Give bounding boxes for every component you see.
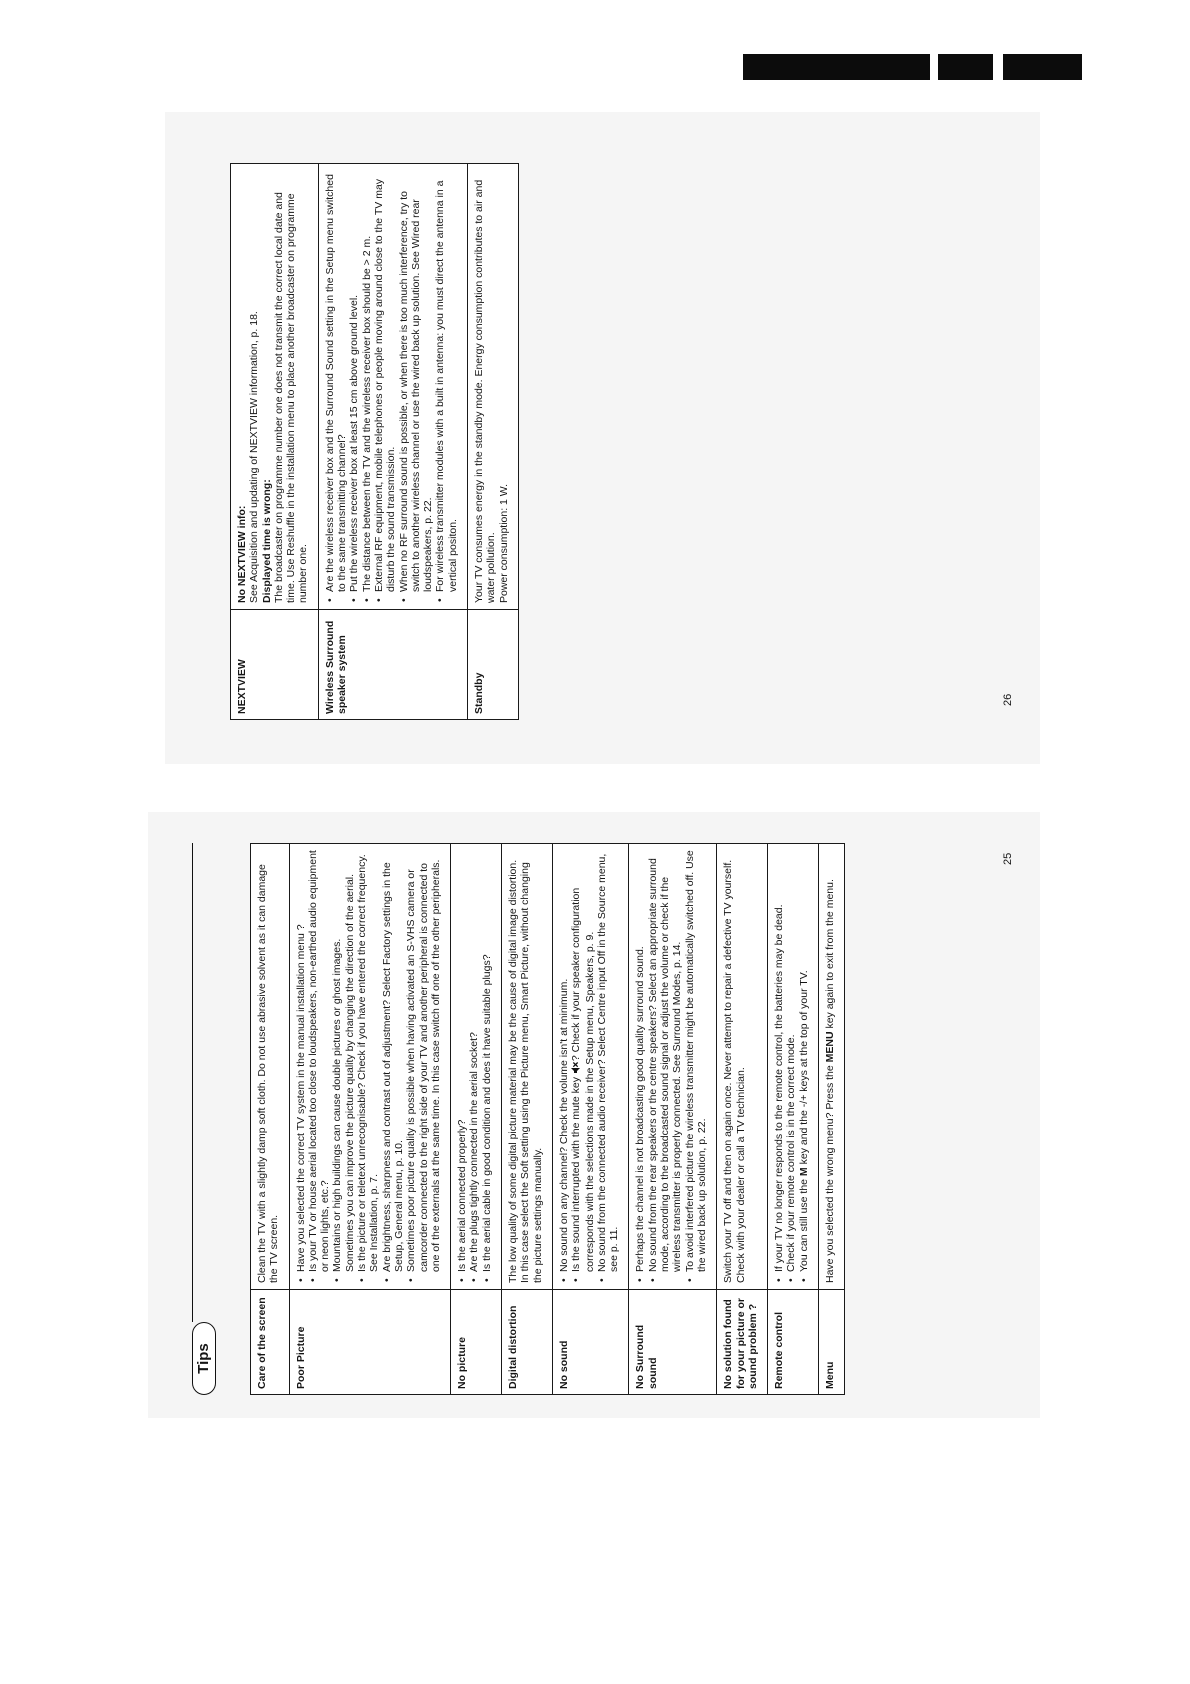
bullet-item: • To avoid interfered picture the wireless transmitter might be automatically switched off. Use the wired back up solution, p. 22. — [684, 849, 709, 1283]
row-heading: Displayed time is wrong: — [260, 479, 273, 603]
table-row — [716, 844, 767, 1394]
row-text: The broadcaster on programme number one does not transmit the correct local date and time. Use Reshuffle in the installation menu to place another broadcaster on programme number one. — [272, 192, 310, 603]
row-text: Have you selected the wrong menu? Press the — [823, 1062, 836, 1283]
bullet-item: • Is your TV or house aerial located too close to loudspeakers, non-earthed audio equipment or neon lights, etc.? — [307, 849, 332, 1283]
row-content — [768, 844, 818, 1289]
row-label: No solution found for your picture or sound problem ? — [717, 1289, 767, 1394]
header-bar — [743, 54, 930, 80]
bullet-item: • Check if your remote control is in the correct mode. — [785, 849, 797, 1283]
bullet-text: You can still use the — [797, 1176, 810, 1272]
page-26 — [180, 130, 1030, 750]
bullet-item: • No sound on any channel? Check the volume isn't at minimum. — [558, 849, 570, 1283]
row-heading: No NEXTVIEW info: — [236, 505, 248, 603]
bullet-item: • The distance between the TV and the wireless receiver box should be > 2 m. — [361, 169, 373, 603]
page-number: 25 — [1002, 852, 1014, 865]
bullet-item — [798, 849, 810, 1283]
row-content — [629, 844, 716, 1289]
row-label: Standby — [468, 609, 518, 719]
row-label: No Surround sound — [629, 1289, 716, 1394]
bullet-item: • Are the wireless receiver box and the Surround Sound setting in the Setup menu switched to the same transmitting channel? — [324, 169, 349, 603]
row-text: Clean the TV with a slightly damp soft cloth. Do not use abrasive solvent as it can damage the TV screen. — [256, 864, 281, 1283]
header-rule — [192, 843, 193, 1322]
table-row — [318, 164, 467, 719]
row-text: Switch your TV off and then on again once. Never attempt to repair a defective TV yourself. Check with your dealer or call a TV technician. — [722, 859, 747, 1283]
row-text: The low quality of some digital picture material may be the cause of digital image distortion. In this case select the Soft setting using the Picture menu, Smart Picture, without changing the picture settings manually. — [507, 859, 544, 1283]
tips-table — [250, 843, 845, 1395]
bullet-item: • Mountains or high buildings can cause double pictures or ghost images. Sometimes you can improve the picture quality by changing the direction of the aerial. — [331, 849, 356, 1283]
table-row — [467, 164, 518, 719]
row-label: Wireless Surround speaker system — [319, 609, 467, 719]
row-text: key again to exit from the menu. — [823, 879, 836, 1032]
row-content — [553, 844, 628, 1289]
table-row — [552, 844, 628, 1394]
bullet-item — [570, 849, 596, 1283]
bullet-item: • Sometimes poor picture quality is possible when having activated an S-VHS camera or camcorder connected to the right side of your TV and another peripheral is connected to one of the externals at the same time. In this case switch off one of the other peripherals. — [405, 849, 442, 1283]
bullet-list — [324, 169, 459, 603]
bullet-item: • Is the aerial cable in good condition and does it have suitable plugs? — [481, 849, 493, 1283]
table-row — [628, 844, 716, 1394]
bullet-item: • Are the plugs tightly connected in the aerial socket? — [468, 849, 480, 1283]
bullet-item: • Put the wireless receiver box at least 15 cm above ground level. — [348, 169, 360, 603]
bullet-item: • If your TV no longer responds to the remote control, the batteries may be dead. — [773, 849, 785, 1283]
row-label: Poor Picture — [290, 1289, 451, 1394]
table-row — [501, 844, 552, 1394]
bullet-item: • Perhaps the channel is not broadcasting good quality surround sound. — [634, 849, 646, 1283]
bullet-item: • Is the aerial connected properly? — [456, 849, 468, 1283]
bullet-list — [634, 849, 708, 1283]
bullet-item: • Is the picture or teletext unrecognisable? Check if you have entered the correct frequency. See Installation, p. 7. — [356, 849, 381, 1283]
row-content — [468, 164, 518, 609]
row-label: No picture — [451, 1289, 501, 1394]
header-bar — [938, 54, 993, 80]
table-row — [251, 844, 289, 1394]
header-bar — [1003, 54, 1082, 80]
tips-table — [230, 163, 519, 720]
row-label: Digital distortion — [502, 1289, 552, 1394]
row-label: Care of the screen — [251, 1289, 289, 1394]
row-content — [451, 844, 501, 1289]
row-label: Remote control — [768, 1289, 818, 1394]
row-content — [231, 164, 318, 609]
bullet-text: Is the sound interrupted with the mute key — [570, 1074, 583, 1272]
row-content — [290, 844, 451, 1289]
mute-icon — [571, 1062, 583, 1073]
bullet-item: • No sound from the connected audio receiver? Select Centre input Off in the Source menu, see p. 11. — [596, 849, 621, 1283]
bullet-list — [558, 849, 620, 1283]
row-label: NEXTVIEW — [231, 609, 318, 719]
row-label: No sound — [553, 1289, 628, 1394]
table-row — [450, 844, 501, 1394]
bullet-item: • Are brightness, sharpness and contrast out of adjustment? Select Factory settings in the Setup, General menu, p. 10. — [381, 849, 406, 1283]
table-row — [289, 844, 451, 1394]
row-text: Power consumption: 1 W. — [497, 483, 510, 603]
bullet-list — [295, 849, 443, 1283]
m-key-label: M — [797, 1167, 810, 1177]
bullet-item: • For wireless transmitter modules with a built in antenna: you must direct the antenna in a vertical positon. — [434, 169, 459, 603]
menu-key-label: MENU — [823, 1031, 836, 1063]
bullet-list — [773, 849, 810, 1283]
bullet-item: • No sound from the rear speakers or the centre speakers? Select an appropriate surround mode, according to the broadcasted sound signal or adjust the volume or check if the wireless transmitter is properly connected. See Surround Modes, p. 14. — [647, 849, 684, 1283]
bullet-item: • External RF equipment, mobile telephones or people moving around close to the TV may disturb the sound transmission. — [373, 169, 398, 603]
row-content — [319, 164, 467, 609]
tips-tab: Tips — [192, 1322, 216, 1395]
table-row — [231, 164, 318, 719]
bullet-list — [456, 849, 493, 1283]
bullet-text: ? Check if your speaker configuration corresponds with the selections made in the Setup menu, Speakers, p. 9. — [570, 887, 596, 1272]
page-number: 26 — [1002, 693, 1014, 706]
table-row — [818, 844, 844, 1394]
table-row — [767, 844, 818, 1394]
bullet-item: • When no RF surround sound is possible, or when there is too much interference, try to switch to another wireless channel or use the wired back up solution. See Wired rear loudspeakers, p. 22. — [398, 169, 435, 603]
row-label: Menu — [819, 1289, 844, 1394]
row-text: Your TV consumes energy in the standby mode. Energy consumption contributes to air and water pollution. — [473, 179, 498, 603]
bullet-item: • Have you selected the correct TV system in the manual installation menu ? — [295, 849, 307, 1283]
row-content — [819, 844, 844, 1289]
bullet-text: key and the -/+ keys at the top of your TV. — [797, 970, 810, 1168]
page-25 — [180, 830, 1030, 1410]
row-text: See Acquisition and updating of NEXTVIEW information, p. 18. — [248, 311, 261, 603]
